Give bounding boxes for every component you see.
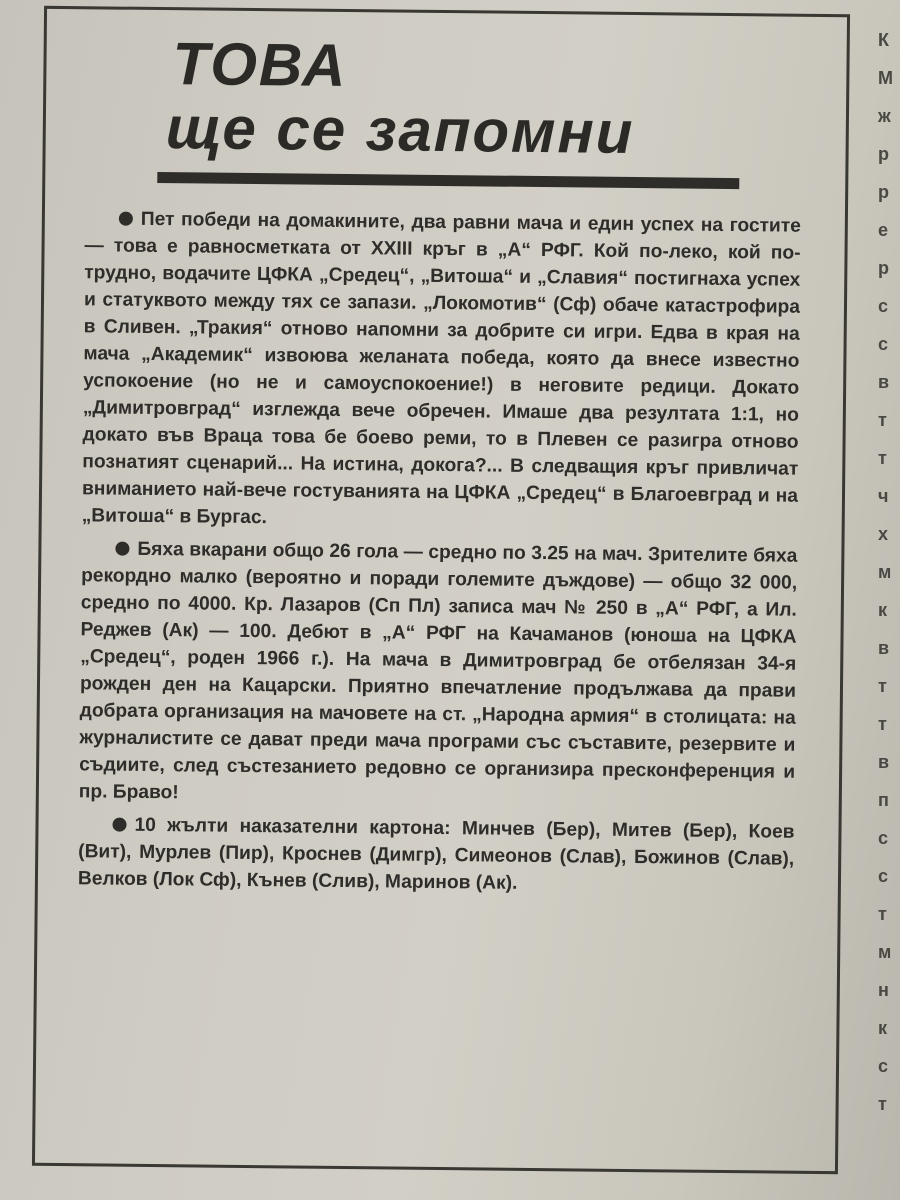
adjacent-column-fragment: ч [878, 486, 889, 506]
adjacent-column-fragment: в [878, 752, 890, 772]
headline-underline-rule [157, 172, 739, 189]
adjacent-column-fragment: к [878, 600, 888, 620]
adjacent-column-fragment: с [878, 296, 889, 316]
article-frame [32, 6, 850, 1174]
adjacent-column-fragment: т [878, 714, 887, 734]
adjacent-column-fragment: х [878, 524, 889, 544]
adjacent-column-fragment: с [878, 866, 889, 886]
headline [165, 32, 635, 165]
adjacent-column-fragment: т [878, 904, 887, 924]
bullet-icon [112, 818, 126, 832]
adjacent-column-fragment: ж [878, 106, 891, 126]
adjacent-column-fragment: е [878, 220, 889, 240]
adjacent-column-fragment: р [878, 144, 889, 164]
adjacent-column-fragment: с [878, 1056, 889, 1076]
adjacent-column-fragment: т [878, 448, 887, 468]
adjacent-column-fragment: т [878, 1094, 887, 1114]
adjacent-column-fragment: н [878, 980, 889, 1000]
adjacent-column-fragment: т [878, 410, 887, 430]
adjacent-column-fragment: с [878, 334, 889, 354]
adjacent-column-fragment: в [878, 638, 890, 658]
paragraph-text: 10 жълти наказателни картона: Минчев (Бер), Митев (Бер), Коев (Вит), Мурлев (Пир), Кроснев (Димгр), Симеонов (Слав), Божинов (Слав), Велков (Лок Сф), Кънев (Слив), Маринов (Ак). [77, 814, 795, 894]
adjacent-column-fragment: м [878, 562, 892, 582]
adjacent-column-fragment: К [878, 30, 889, 50]
adjacent-column-fragment: т [878, 676, 887, 696]
paragraph-text: Бяха вкарани общо 26 гола — средно по 3.25 на мач. Зрителите бяха рекордно малко (вероятно и поради големите дъждове) — общо 32 000, средно по 4000. Кр. Лазаров (Сп Пл) записа мач № 250 в „А“ РФГ, а Ил. Реджев (Ак) — 100. Дебют в „А“ РФГ на Качаманов (юноша на ЦФКА „Средец“, роден 1966 г.). На мача в Димитровград бе отбелязан 34-я рожден ден на Кацарски. Приятно впечатление продължава да прави добрата организация на мачовете на ст. „Народна армия“ в столицата: на журналистите се дават преди мача програми със съставите, резервите и съдиите, след състезанието редовно се организира пресконференция и пр. Браво! [78, 538, 798, 804]
adjacent-column-fragment: м [878, 942, 892, 962]
adjacent-column-fragment: р [878, 182, 889, 202]
adjacent-column-edge [848, 0, 900, 1200]
paragraph-round-summary [82, 205, 801, 536]
paragraph-statistics [79, 535, 798, 812]
headline-line-2: ще се запомни [165, 94, 635, 166]
adjacent-column-fragment: М [878, 68, 893, 88]
adjacent-column-fragment: п [878, 790, 889, 810]
headline-line-1: ТОВА [172, 30, 348, 99]
adjacent-column-fragment: р [878, 258, 889, 278]
paragraph-yellow-cards [78, 811, 795, 899]
adjacent-column-fragment: с [878, 828, 889, 848]
bullet-icon [119, 212, 133, 226]
article-body [78, 205, 801, 905]
adjacent-column-fragment: в [878, 372, 890, 392]
adjacent-column-fragment: к [878, 1018, 888, 1038]
paragraph-text: Пет победи на домакините, два равни мача и един успех на гостите — това е равносметката от XXIII кръг в „А“ РФГ. Кой по-леко, кой по-трудно, водачите ЦФКА „Средец“, „Витоша“ и „Славия“ постигнаха успех и статуквото между тях се запази. „Локомотив“ (Сф) обаче катастрофира в Сливен. „Тракия“ отново напомни за добрите си игри. Едва в края на мача „Академик“ извоюва желаната победа, която да внесе известно успокоение (но не и самоуспокоение!) в неговите редици. Докато „Димитровград“ изглежда вече обречен. Имаше два резултата 1:1, но докато във Враца това бе боево реми, то в Плевен се разигра отново познатият сценарий... На истина, докога?... В следващия кръг привличат вниманието най-вече гостуванията на ЦФКА „Средец“ в Благоевград и на „Витоша“ в Бургас. [81, 208, 801, 529]
bullet-icon [115, 542, 129, 556]
